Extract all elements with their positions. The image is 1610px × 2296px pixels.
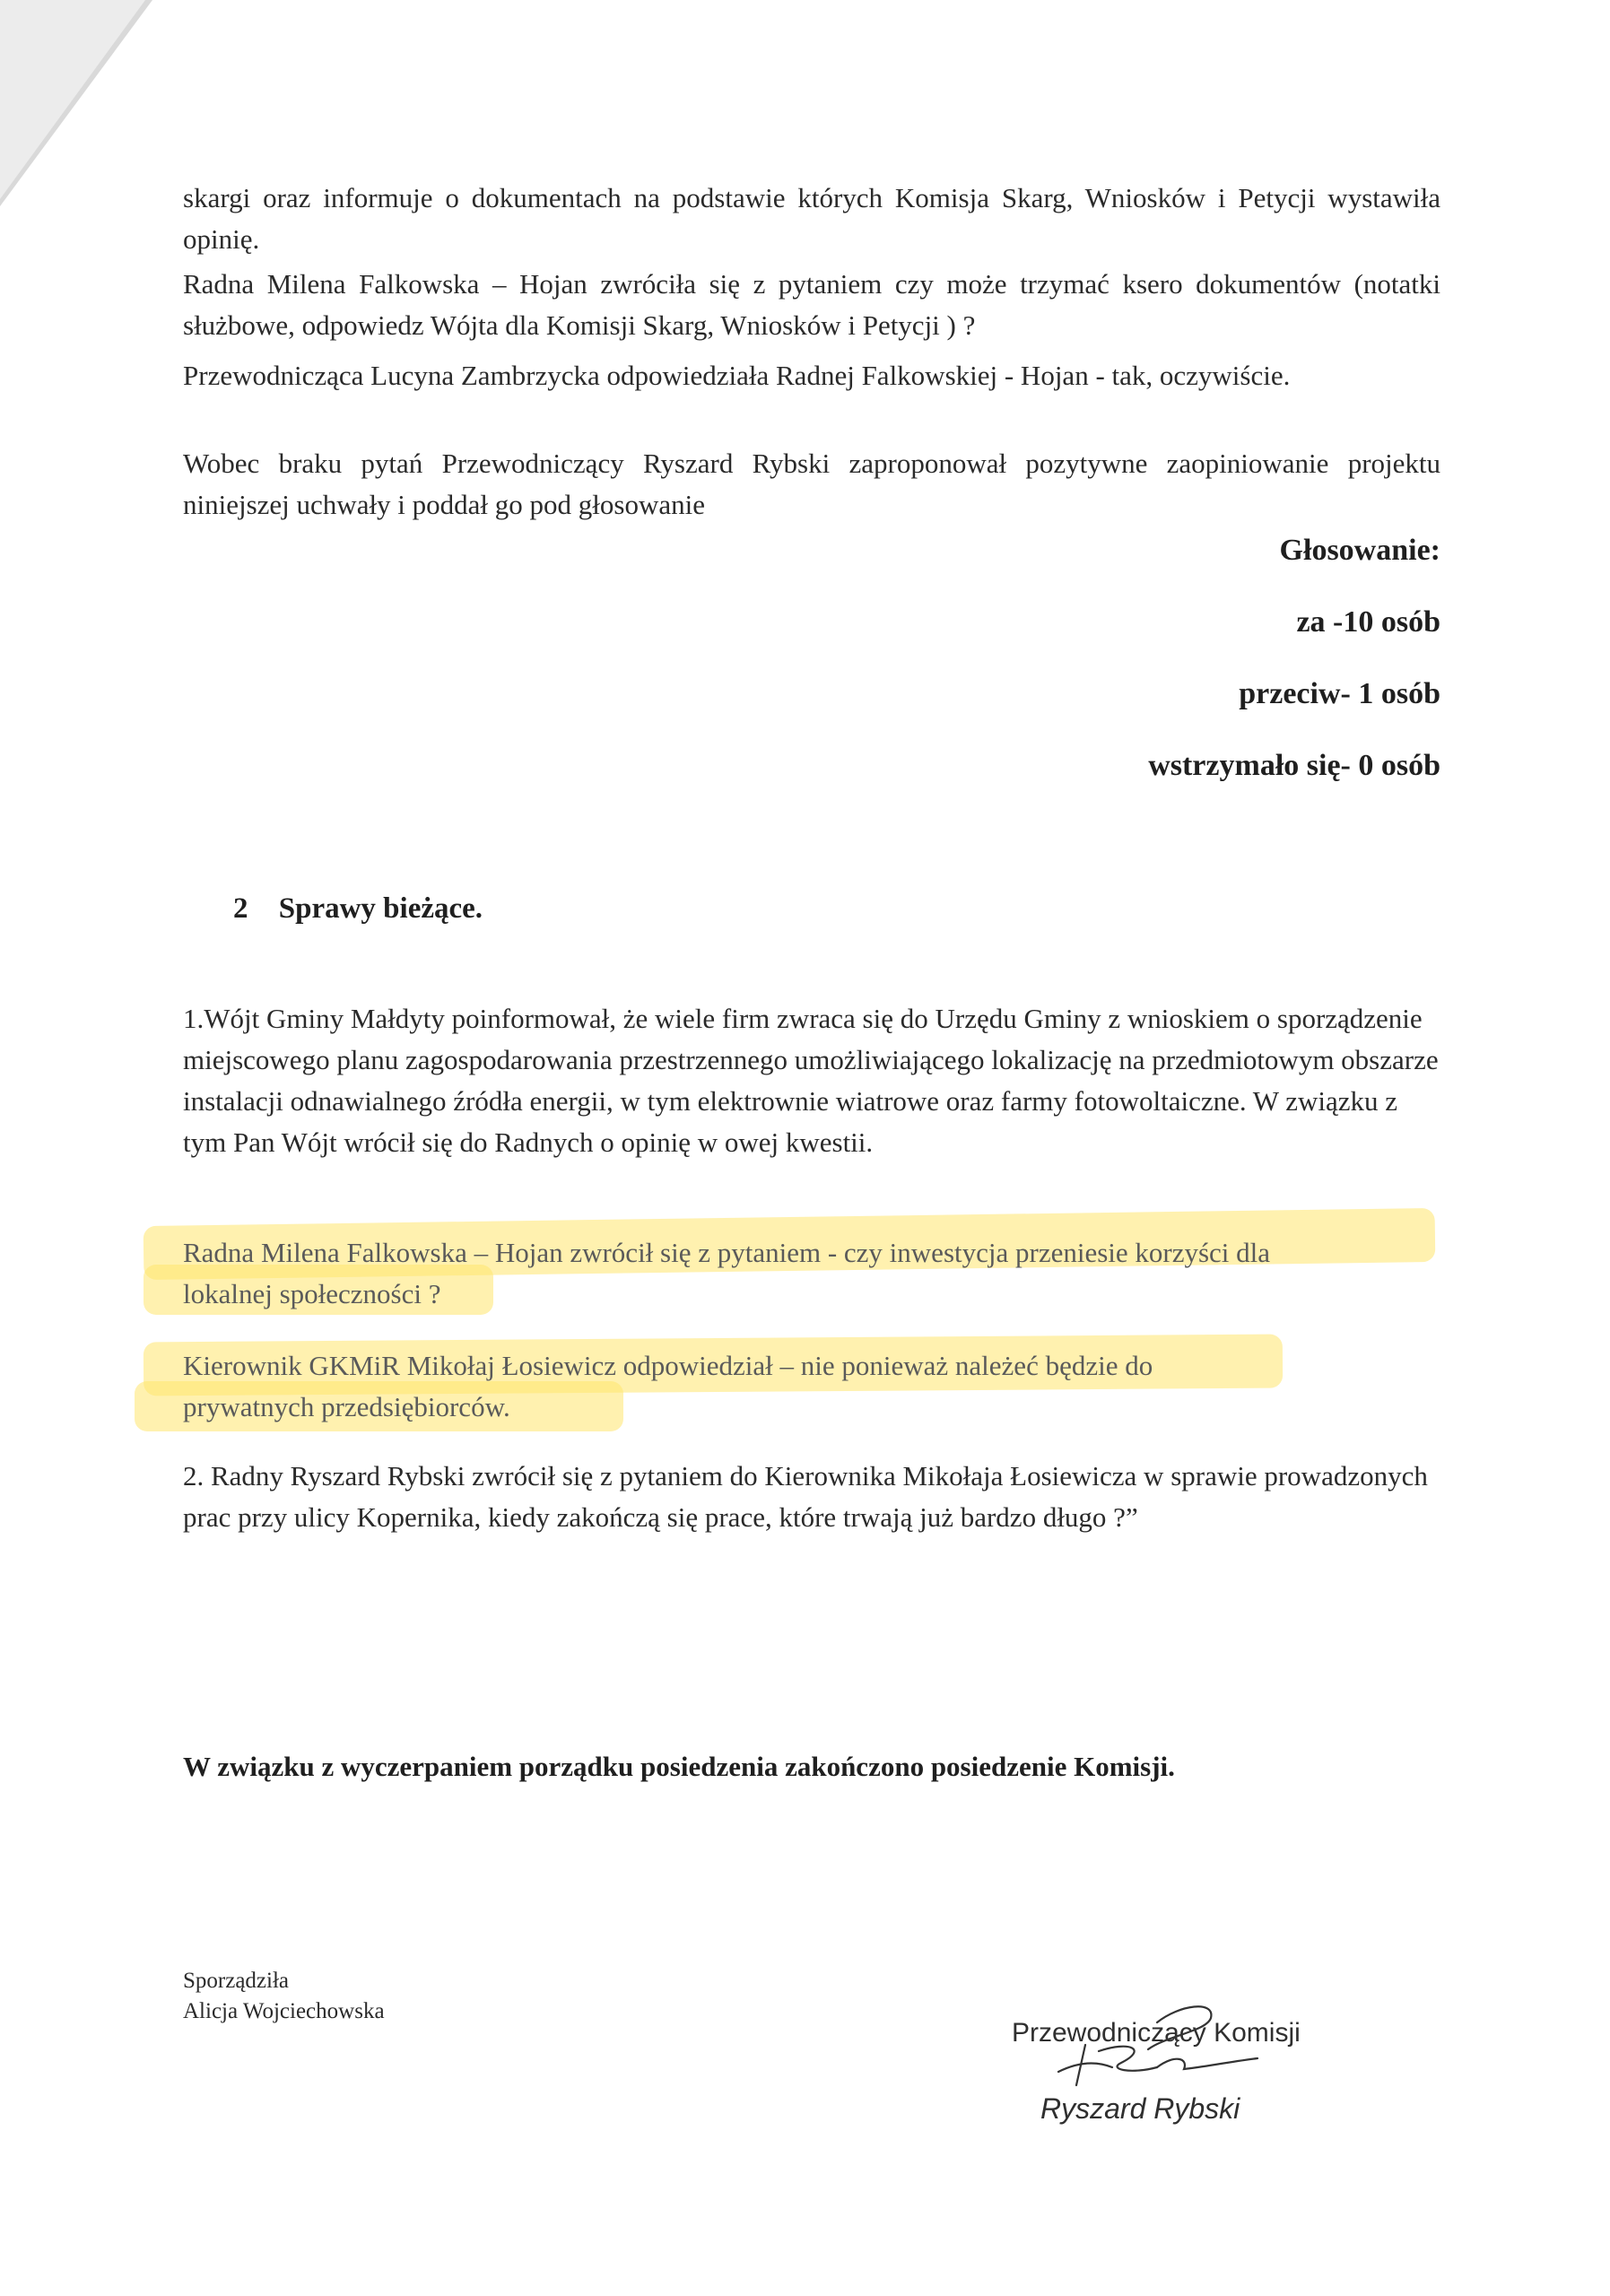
answer-line-2: prywatnych przedsiębiorców. xyxy=(183,1391,510,1422)
signature-title: Przewodniczący Komisji xyxy=(1012,2018,1301,2048)
prepared-by-name: Alicja Wojciechowska xyxy=(183,1999,385,2023)
section-number: 2 xyxy=(233,892,248,925)
signature-name: Ryszard Rybski xyxy=(1040,2092,1240,2125)
paragraph-councillor-question: Radna Milena Falkowska – Hojan zwróciła się z pytaniem czy może trzymać ksero dokumentów (notatki służbowe, odpowiedz Wójta dla Komisji Skarg, Wniosków i Petycji ) ? xyxy=(183,268,1440,341)
folded-corner-inner xyxy=(0,0,145,199)
item-1-wojt-info: 1.Wójt Gminy Małdyty poinformował, że wiele firm zwraca się do Urzędu Gminy z wnioskiem o sporządzenie miejscowego planu zagospodarowania przestrzennego umożliwiającego lokalizację na przedmiotowym obszarze instalacji odnawialnego źródła energii, w tym elektrownie wiatrowe oraz farmy fotowoltaiczne. W związku z tym Pan Wójt wrócił się do Radnych o opinię w owej kwestii. xyxy=(183,1003,1439,1158)
voting-abstained: wstrzymało się- 0 osób xyxy=(1148,749,1440,782)
closing-statement: W związku z wyczerpaniem porządku posiedzenia zakończono posiedzenie Komisji. xyxy=(183,1751,1175,1782)
section-heading xyxy=(233,892,483,926)
paragraph-complaint-documents: skargi oraz informuje o dokumentach na podstawie których Komisja Skarg, Wniosków i Petycji wystawiła opinię. xyxy=(183,182,1440,255)
question-line-1: Radna Milena Falkowska – Hojan zwrócił się z pytaniem - czy inwestycja przeniesie korzyści dla xyxy=(183,1237,1271,1268)
paragraph-vote-proposal: Wobec braku pytań Przewodniczący Ryszard Rybski zaproponował pozytywne zaopiniowanie projektu niniejszej uchwały i poddał go pod głosowanie xyxy=(183,448,1440,520)
section-title: Sprawy bieżące. xyxy=(278,892,483,925)
voting-for: za -10 osób xyxy=(1296,605,1440,639)
answer-line-1: Kierownik GKMiR Mikołaj Łosiewicz odpowiedział – nie ponieważ należeć będzie do xyxy=(183,1350,1153,1381)
item-2-rybski-question: 2. Radny Ryszard Rybski zwrócił się z pytaniem do Kierownika Mikołaja Łosiewicza w sprawie prowadzonych prac przy ulicy Kopernika, kiedy zakończą się prace, które trwają już bardzo długo ?” xyxy=(183,1460,1428,1533)
paragraph-chair-answer: Przewodnicząca Lucyna Zambrzycka odpowiedziała Radnej Falkowskiej - Hojan - tak, oczywiście. xyxy=(183,360,1291,391)
prepared-by-label: Sporządziła xyxy=(183,1969,290,1993)
voting-against: przeciw- 1 osób xyxy=(1239,677,1440,710)
handwritten-signature xyxy=(1023,1996,1310,2103)
question-line-2: lokalnej społeczności ? xyxy=(183,1278,441,1309)
voting-title: Głosowanie: xyxy=(1279,534,1440,567)
